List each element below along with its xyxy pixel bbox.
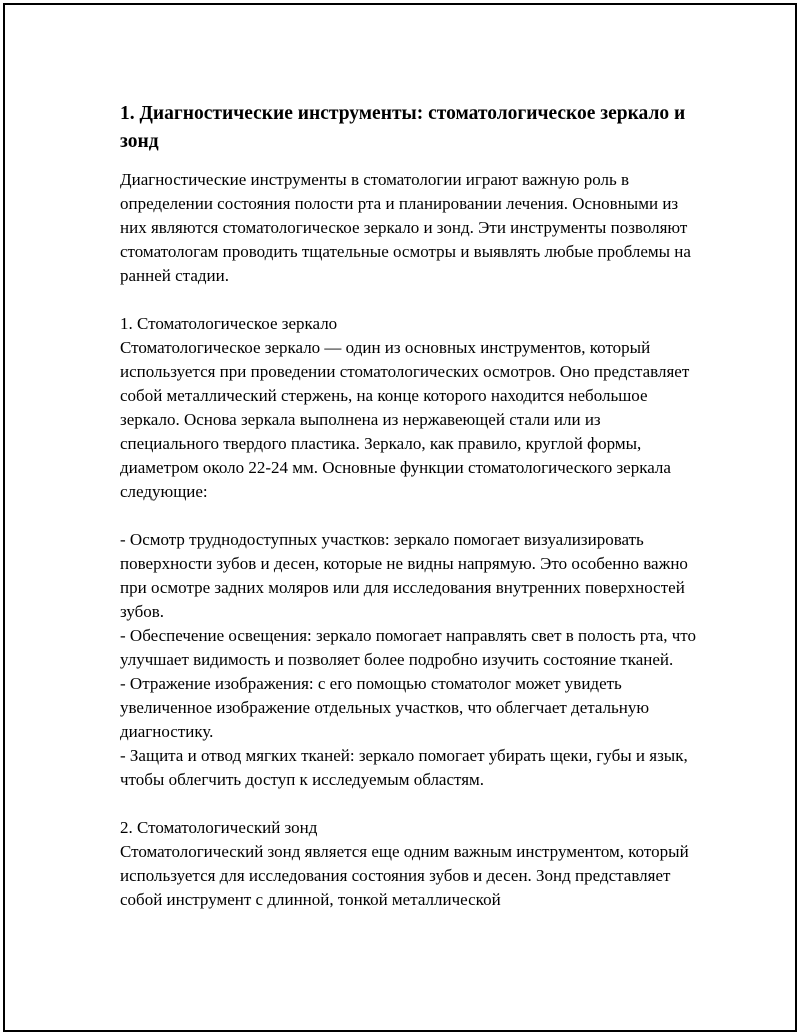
list-item: - Обеспечение освещения: зеркало помогает направлять свет в полость рта, что улучшает видимость и позволяет более подробно изучить состояние тканей.: [120, 626, 697, 669]
document-page: [3, 3, 797, 1032]
section-2-heading: 2. Стоматологический зонд: [120, 818, 318, 837]
paragraph-gap: [120, 288, 700, 312]
list-item: - Защита и отвод мягких тканей: зеркало помогает убирать щеки, губы и язык, чтобы облегчить доступ к исследуемым областям.: [120, 746, 688, 789]
section-2-paragraph: Стоматологический зонд является еще одним важным инструментом, который используется для исследования состояния зубов и десен. Зонд представляет собой инструмент с длинной, тонкой металлической: [120, 842, 689, 909]
document-body: [120, 100, 700, 912]
document-title: 1. Диагностические инструменты: стоматологическое зеркало и зонд: [120, 103, 686, 152]
section-1-heading: 1. Стоматологическое зеркало: [120, 314, 338, 333]
section-1-paragraph: Стоматологическое зеркало — один из основных инструментов, который используется при проведении стоматологических осмотров. Оно представляет собой металлический стержень, на конце которого находится небольшое зеркало. Основа зеркала выполнена из нержавеющей стали или из специального твердого пластика. Зеркало, как правило, круглой формы, диаметром около 22-24 мм. Основные функции стоматологического зеркала следующие:: [120, 338, 690, 501]
intro-paragraph: Диагностические инструменты в стоматологии играют важную роль в определении состояния полости рта и планировании лечения. Основными из них являются стоматологическое зеркало и зонд. Эти инструменты позволяют стоматологам проводить тщательные осмотры и выявлять любые проблемы на ранней стадии.: [120, 170, 691, 285]
list-item: - Отражение изображения: с его помощью стоматолог может увидеть увеличенное изображение отдельных участков, что облегчает детальную диагностику.: [120, 674, 650, 741]
paragraph-gap: [120, 504, 700, 528]
list-item: - Осмотр труднодоступных участков: зеркало помогает визуализировать поверхности зубов и десен, которые не видны напрямую. Это особенно важно при осмотре задних моляров или для исследования внутренних поверхностей зубов.: [120, 530, 688, 621]
paragraph-gap: [120, 792, 700, 816]
